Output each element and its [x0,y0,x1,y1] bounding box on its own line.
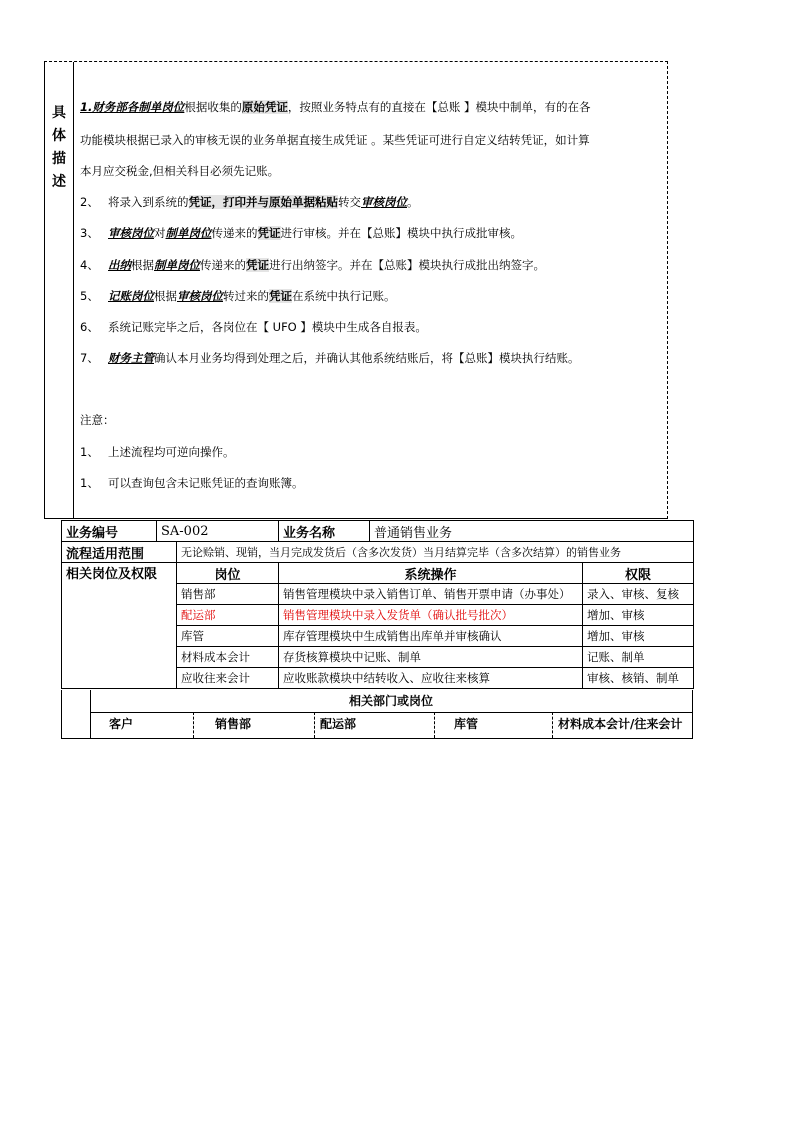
ops-cell: 库存管理模块中生成销售出库单并审核确认 [279,626,583,647]
department-warehouse: 库管 [454,717,479,731]
ops-cell: 存货核算模块中记账、制单 [279,647,583,668]
table-row [62,563,694,584]
step-6: 6、 系统记账完毕之后，各岗位在【 UFO 】模块中生成各自报表。 [80,320,427,334]
label-char: 体 [52,128,66,144]
divider [73,62,74,518]
description-label [45,102,73,194]
step-2: 2、 将录入到系统的凭证，打印并与原始单据粘贴转交审核岗位。 [80,195,419,209]
department-accounting: 材料成本会计/往来会计 [558,717,683,731]
note-1: 1、 上述流程均可逆向操作。 [80,445,235,459]
ops-cell: 销售管理模块中录入销售订单、销售开票申请（办事处） [279,584,583,605]
label-char: 述 [52,174,66,190]
table-row [62,542,694,563]
perm-cell: 增加、审核 [583,605,694,626]
step-1-line-1: 1.财务部各制单岗位根据收集的原始凭证，按照业务特点有的直接在【总账 】模块中制单，有的在各 [80,100,591,114]
step-7: 7、 财务主管确认本月业务均得到处理之后，并确认其他系统结账后，将【总账】模块执行结账。 [80,351,580,365]
ops-cell: 应收账款模块中结转收入、应收往来核算 [279,668,583,689]
post-cell: 销售部 [177,584,279,605]
step-1-line-3: 本月应交税金,但相关科目必须先记账。 [80,164,280,178]
department-customer: 客户 [109,717,134,731]
step-3: 3、 审核岗位对制单岗位传递来的凭证进行审核。并在【总账】模块中执行成批审核。 [80,226,522,240]
scope-label: 流程适用范围 [62,542,177,563]
divider [434,712,435,738]
step-1-line-2: 功能模块根据已录入的审核无误的业务单据直接生成凭证 。某些凭证可进行自定义结转凭证，如计算 [80,133,590,147]
post-cell: 材料成本会计 [177,647,279,668]
business-code-value: SA-002 [157,521,279,542]
scope-value: 无论赊销、现销，当月完成发货后（含多次发货）当月结算完毕（含多次结算）的销售业务 [177,542,694,563]
divider [193,712,194,738]
post-cell: 应收往来会计 [177,668,279,689]
roles-label: 相关岗位及权限 [62,563,177,689]
description-section [44,61,668,519]
step-4: 4、 出纳根据制单岗位传递来的凭证进行出纳签字。并在【总账】模块执行成批出纳签字。 [80,258,545,272]
departments-section [61,690,693,739]
label-char: 具 [52,105,66,121]
table-row [62,521,694,542]
business-name-label: 业务名称 [279,521,370,542]
departments-title: 相关部门或岗位 [90,690,692,713]
perm-cell: 增加、审核 [583,626,694,647]
perm-cell: 审核、核销、制单 [583,668,694,689]
perm-cell: 录入、审核、复核 [583,584,694,605]
column-header-post: 岗位 [177,563,279,584]
department-delivery: 配运部 [320,717,357,731]
perm-cell: 记账、制单 [583,647,694,668]
label-char: 描 [52,151,66,167]
ops-cell: 销售管理模块中录入发货单（确认批号批次） [279,605,583,626]
business-table [61,520,694,689]
note-2: 1、 可以查询包含未记账凭证的查询账簿。 [80,476,304,490]
column-header-ops: 系统操作 [279,563,583,584]
department-sales: 销售部 [215,717,252,731]
post-cell: 配运部 [177,605,279,626]
note-title: 注意： [80,413,115,427]
step-5: 5、 记账岗位根据审核岗位转过来的凭证在系统中执行记账。 [80,289,396,303]
column-header-perm: 权限 [583,563,694,584]
divider [552,712,553,738]
divider [314,712,315,738]
post-cell: 库管 [177,626,279,647]
business-name-value: 普通销售业务 [370,521,694,542]
business-code-label: 业务编号 [62,521,157,542]
